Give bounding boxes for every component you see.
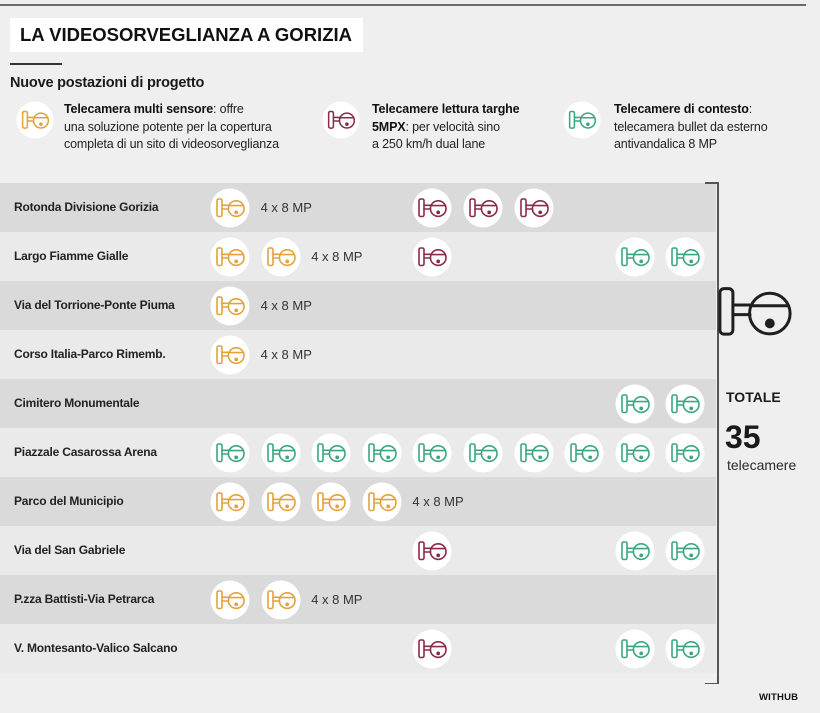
total-unit: telecamere	[727, 457, 797, 473]
context-camera-icon	[665, 237, 705, 277]
legend-line: a 250 km/h dual lane	[372, 137, 486, 151]
table-row	[0, 428, 716, 477]
legend-series-name: Telecamere di contesto	[614, 102, 749, 116]
camera-icon	[716, 282, 794, 342]
legend-series-name: Telecamere lettura targhe	[372, 102, 520, 116]
legend-text: : offre	[213, 102, 244, 116]
multi-sensor-camera-icon	[362, 482, 402, 522]
legend-item-context	[614, 101, 768, 154]
context-camera-icon	[564, 433, 604, 473]
table-row	[0, 526, 716, 575]
multi-sensor-camera-icon	[16, 101, 54, 139]
plate-reader-camera-icon	[412, 531, 452, 571]
multi-sensor-camera-icon	[311, 482, 351, 522]
total-bracket-top	[705, 182, 718, 184]
legend-item-plate-reader	[372, 101, 519, 154]
context-camera-icon	[665, 384, 705, 424]
context-camera-icon	[362, 433, 402, 473]
table-row	[0, 624, 716, 673]
context-camera-icon	[463, 433, 503, 473]
legend-line: una soluzione potente per la copertura	[64, 119, 272, 134]
context-camera-icon	[615, 433, 655, 473]
multi-sensor-camera-icon	[210, 237, 250, 277]
context-camera-icon	[210, 433, 250, 473]
context-camera-icon	[563, 101, 601, 139]
plate-reader-camera-icon	[322, 101, 360, 139]
plate-reader-camera-icon	[463, 188, 503, 228]
multi-sensor-camera-icon	[261, 580, 301, 620]
total-value: 35	[725, 419, 761, 455]
legend-line: antivandalica 8 MP	[614, 137, 717, 151]
plate-reader-camera-icon	[412, 237, 452, 277]
context-camera-icon	[665, 629, 705, 669]
location-label: Parco del Municipio	[14, 494, 124, 508]
multi-sensor-camera-icon	[261, 482, 301, 522]
top-rule	[0, 4, 806, 6]
legend-bold-text: 5MPX	[372, 119, 406, 134]
location-label: Via del San Gabriele	[14, 543, 126, 557]
locations-table	[0, 183, 716, 673]
context-camera-icon	[615, 531, 655, 571]
legend-text: :	[748, 102, 753, 116]
legend-line	[614, 101, 768, 119]
credit: WITHUB	[759, 692, 799, 703]
resolution-label: 4 x 8 MP	[311, 249, 363, 264]
legend-line: completa di un sito di videosorveglianza	[64, 137, 279, 151]
location-label: Largo Fiamme Gialle	[14, 249, 129, 263]
multi-sensor-camera-icon	[261, 237, 301, 277]
total-label: TOTALE	[726, 389, 781, 405]
multi-sensor-camera-icon	[210, 335, 250, 375]
location-label: Cimitero Monumentale	[14, 396, 140, 410]
multi-sensor-camera-icon	[210, 580, 250, 620]
context-camera-icon	[665, 433, 705, 473]
legend-series-name: Telecamera multi sensore	[64, 102, 214, 116]
plate-reader-camera-icon	[412, 629, 452, 669]
location-label: Corso Italia-Parco Rimemb.	[14, 347, 166, 361]
context-camera-icon	[665, 531, 705, 571]
multi-sensor-camera-icon	[210, 188, 250, 228]
table-row	[0, 330, 716, 379]
context-camera-icon	[412, 433, 452, 473]
legend-text: : per velocità sino	[405, 119, 500, 134]
total-bracket	[717, 182, 719, 684]
resolution-label: 4 x 8 MP	[260, 200, 312, 215]
page-title: LA VIDEOSORVEGLIANZA A GORIZIA	[10, 18, 363, 52]
context-camera-icon	[311, 433, 351, 473]
divider	[10, 63, 62, 65]
subtitle: Nuove postazioni di progetto	[10, 75, 205, 91]
resolution-label: 4 x 8 MP	[260, 347, 312, 362]
table-row	[0, 477, 716, 526]
table-row	[0, 232, 716, 281]
resolution-label: 4 x 8 MP	[260, 298, 312, 313]
multi-sensor-camera-icon	[210, 286, 250, 326]
legend-line	[372, 101, 519, 119]
table-row	[0, 575, 716, 624]
location-label: V. Montesanto-Valico Salcano	[14, 641, 178, 655]
total-bracket-bottom	[705, 683, 718, 685]
table-row	[0, 183, 716, 232]
location-label: Rotonda Divisione Gorizia	[14, 200, 159, 214]
legend-item-multi-sensor	[64, 101, 279, 154]
location-label: Via del Torrione-Ponte Piuma	[14, 298, 175, 312]
context-camera-icon	[514, 433, 554, 473]
context-camera-icon	[261, 433, 301, 473]
table-row	[0, 281, 716, 330]
legend-line	[372, 119, 519, 137]
resolution-label: 4 x 8 MP	[311, 592, 363, 607]
plate-reader-camera-icon	[514, 188, 554, 228]
location-label: Piazzale Casarossa Arena	[14, 445, 157, 459]
legend-line: telecamera bullet da esterno	[614, 119, 768, 134]
legend-line	[64, 101, 279, 119]
context-camera-icon	[615, 237, 655, 277]
context-camera-icon	[615, 629, 655, 669]
location-label: P.zza Battisti-Via Petrarca	[14, 592, 155, 606]
table-row	[0, 379, 716, 428]
plate-reader-camera-icon	[412, 188, 452, 228]
multi-sensor-camera-icon	[210, 482, 250, 522]
resolution-label: 4 x 8 MP	[412, 494, 464, 509]
context-camera-icon	[615, 384, 655, 424]
